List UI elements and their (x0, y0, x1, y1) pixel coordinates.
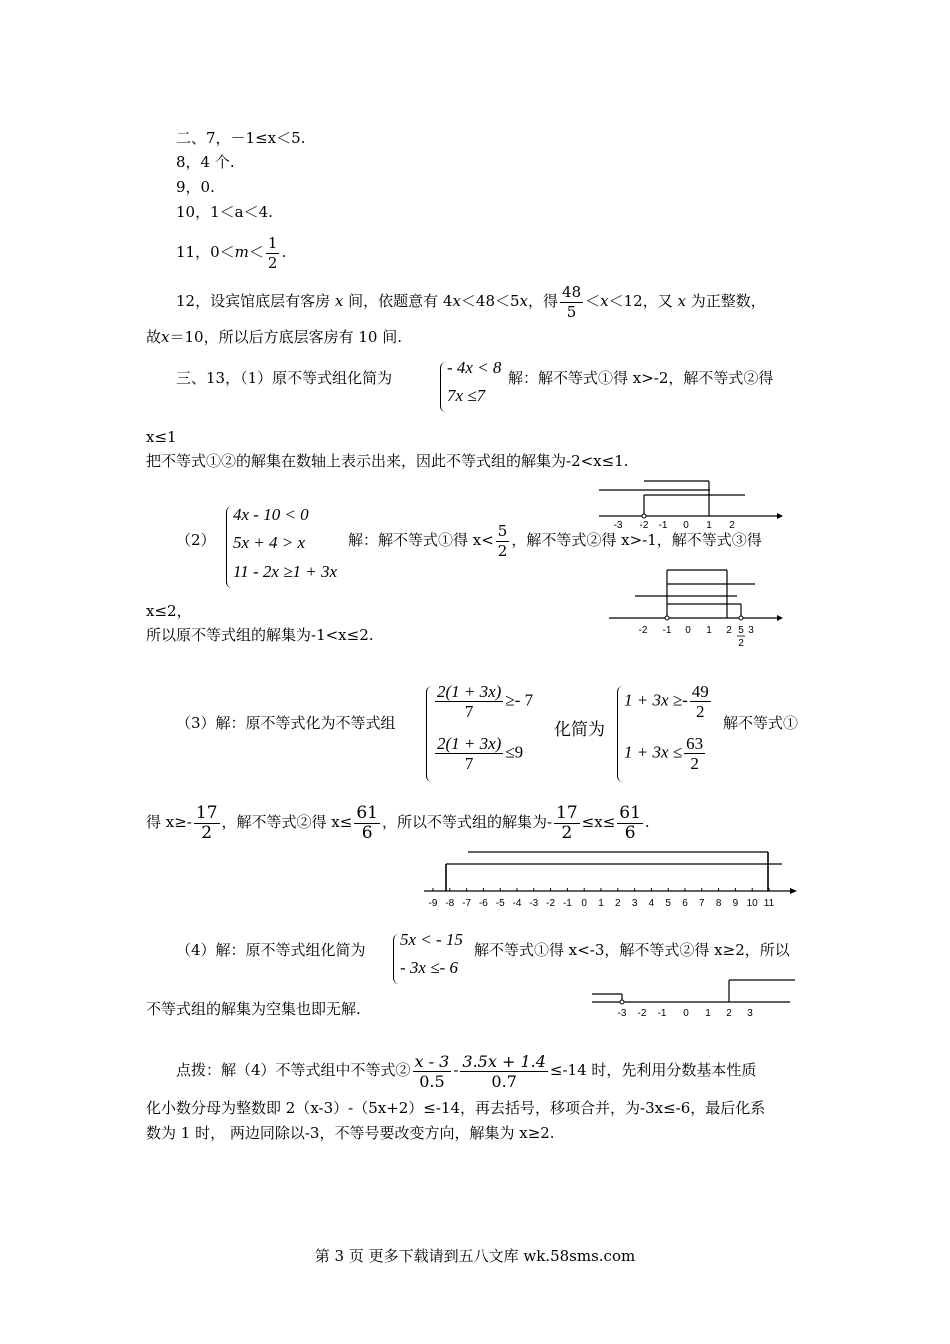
q13-3-brace-a (426, 686, 433, 782)
tick-label: 2 (726, 625, 732, 636)
q13-4-lead: （4）解：原不等式组化简为 (176, 941, 366, 959)
tick-label: 0 (581, 898, 587, 909)
q13-4-tail: 解不等式①得 x<-3，解不等式②得 x≥2，所以 (474, 941, 790, 959)
tick-label: -3 (613, 520, 623, 530)
tick-label: 4 (648, 898, 655, 909)
tick-label: 0 (683, 1008, 689, 1019)
q13-1-tail: 解：解不等式①得 x>-2，解不等式②得 (508, 369, 774, 387)
tick-label: 3 (747, 1008, 753, 1019)
answer-9: 9，0. (176, 178, 215, 196)
tick-label: -6 (478, 898, 488, 909)
tick-label: 0 (683, 520, 689, 530)
hint-line3: 数为 1 时， 两边同除以-3，不等号要改变方向，解集为 x≥2. (146, 1124, 555, 1142)
q13-1-cont: x≤1 (146, 428, 177, 446)
q13-2-label: （2） (176, 531, 216, 549)
tick-label: 2 (726, 1008, 732, 1019)
hint-line2: 化小数分母为整数即 2（x-3）-（5x+2）≤-14，再去括号，移项合并，为-3x≤-6，最后化系 (146, 1099, 766, 1117)
tick-label: -2 (637, 1008, 647, 1019)
tick-label: 8 (715, 898, 722, 909)
number-line-4 (590, 972, 800, 1022)
tick-label: 2 (729, 520, 735, 530)
hint-line1: 点拨：解（4）不等式组中不等式② $\frac{x - 3}{0.5}$ - $\frac{3.5x + 1.4}{0.7}$ ≤-14 时，先利用分数基本性质 (176, 1051, 757, 1091)
tick-label: -4 (512, 898, 522, 909)
tick-label: -8 (445, 898, 455, 909)
q13-3-tail: 解不等式① (723, 714, 799, 732)
tick-label: -1 (658, 520, 668, 530)
q13-3-mid: 化简为 (554, 720, 605, 740)
answer-11: 11，0＜m＜ $\frac{1}{2}$ . (176, 233, 287, 272)
answer-12-line1: 12，设宾馆底层有客房 x 间，依题意有 4x＜48＜5x，得 $\frac{48}{5}$ ＜x＜12，又 x 为正整数， (176, 282, 766, 321)
tick-label: -9 (428, 898, 438, 909)
q13-2-solution: 解：解不等式①得 x< $\frac{5}{2}$ ，解不等式②得 x>-1，解不等式③得 (348, 521, 762, 560)
tick-label: 7 (699, 898, 705, 909)
answer-8: 8，4 个. (176, 153, 235, 171)
q13-3-line2: 得 x≥- $\frac{17}{2}$ ，解不等式②得 x≤ $\frac{61}{6}$ ，所以不等式组的解集为- $\frac{17}{2}$ ≤x≤ $\frac{61}{6}$ . (146, 802, 650, 843)
tick-label: -1 (662, 625, 672, 636)
q13-2-conclusion: 所以原不等式组的解集为-1<x≤2. (146, 626, 374, 644)
tick-label: 9 (732, 898, 739, 909)
tick-label: 11 (763, 898, 775, 909)
q13-2-brace (226, 506, 233, 588)
tick-label: 5 (665, 898, 671, 909)
tick-label: 6 (682, 898, 688, 909)
tick-label: -7 (462, 898, 472, 909)
tick-label: -3 (529, 898, 539, 909)
tick-label: 3 (631, 898, 638, 909)
tick-label: -5 (495, 898, 505, 909)
tick-label: 2 (738, 638, 744, 649)
tick-label: 0 (685, 625, 691, 636)
q13-3-lead: （3）解：原不等式化为不等式组 (176, 714, 396, 732)
answer-10: 10，1＜a＜4. (176, 203, 273, 221)
q13-1-brace (440, 362, 447, 412)
number-line-3 (422, 846, 802, 910)
q13-1-conclusion: 把不等式①②的解集在数轴上表示出来，因此不等式组的解集为-2<x≤1. (146, 452, 629, 470)
tick-label: -1 (562, 898, 572, 909)
tick-label: 1 (705, 1008, 711, 1019)
tick-label: 1 (598, 898, 604, 909)
tick-label: -2 (638, 625, 648, 636)
tick-label: 10 (746, 898, 758, 909)
tick-label: -2 (546, 898, 556, 909)
tick-label: 5 (738, 625, 744, 636)
tick-label: 2 (615, 898, 621, 909)
tick-label: 1 (706, 520, 712, 530)
tick-label: 3 (748, 625, 754, 636)
q13-4-brace (393, 934, 400, 984)
q13-4-conclusion: 不等式组的解集为空集也即无解. (146, 1000, 361, 1018)
number-line-2 (605, 566, 785, 650)
tick-label: -3 (617, 1008, 627, 1019)
tick-label: -1 (657, 1008, 667, 1019)
tick-label: -2 (639, 520, 649, 530)
page-footer: 第 3 页 更多下载请到五八文库 wk.58sms.com (314, 1247, 636, 1265)
q13-1-lead: 三、13，（1）原不等式组化简为 (176, 369, 393, 387)
q13-2-cont: x≤2， (146, 602, 192, 620)
tick-label: 1 (706, 625, 712, 636)
answer-7: 二、7，－1≤x＜5. (176, 129, 306, 147)
answer-12-line2: 故x＝10，所以后方底层客房有 10 间. (146, 328, 402, 346)
q13-3-brace-b (617, 686, 624, 782)
